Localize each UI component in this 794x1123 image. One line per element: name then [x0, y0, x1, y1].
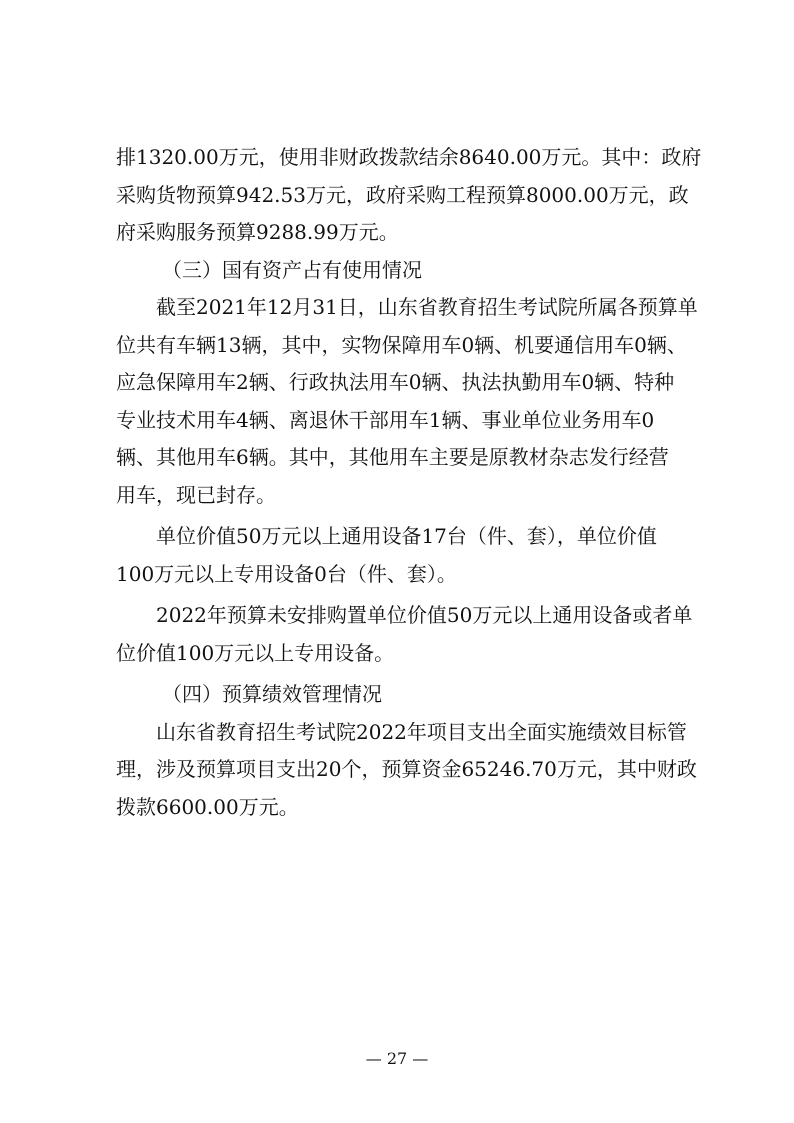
text-line: 辆、其他用车6辆。其中，其他用车主要是原教材杂志发行经营 [116, 445, 669, 469]
paragraph-procurement [116, 139, 702, 252]
paragraph-equipment [116, 518, 679, 593]
text-line: 山东省教育招生考试院2022年项目支出全面实施绩效目标管 [156, 719, 687, 744]
text-line: 排1320.00万元，使用非财政拨款结余8640.00万元。其中：政府 [116, 145, 702, 169]
section-heading-performance: （四）预算绩效管理情况 [162, 682, 382, 706]
text-line: 100万元以上专用设备0台（件、套）。 [116, 561, 457, 586]
text-line: 位共有车辆13辆，其中，实物保障用车0辆、机要通信用车0辆、 [116, 332, 687, 357]
text-line: 采购货物预算942.53万元，政府采购工程预算8000.00万元，政 [116, 182, 689, 207]
text-line: 截至2021年12月31日，山东省教育招生考试院所属各预算单 [156, 295, 698, 319]
text-line: 拨款6600.00万元。 [116, 794, 299, 819]
text-line: 2022年预算未安排购置单位价值50万元以上通用设备或者单 [156, 603, 693, 627]
section-heading-assets: （三）国有资产占有使用情况 [162, 257, 422, 282]
text-line: 专业技术用车4辆、离退休干部用车1辆、事业单位业务用车0 [116, 407, 655, 432]
text-line: 府采购服务预算9288.99万元。 [116, 220, 399, 244]
text-line: 应急保障用车2辆、行政执法用车0辆、执法执勤用车0辆、特种 [116, 370, 675, 394]
text-line: 单位价值50万元以上通用设备17台（件、套），单位价值 [156, 524, 657, 548]
paragraph-performance [116, 714, 697, 827]
page-number: — 27 — [365, 1049, 429, 1068]
text-line: 位价值100万元以上专用设备。 [116, 640, 395, 665]
paragraph-purchase-plan [116, 597, 693, 672]
body-text [116, 139, 702, 826]
text-line: 理，涉及预算项目支出20个，预算资金65246.70万元，其中财政 [116, 757, 697, 781]
paragraph-vehicles [116, 289, 698, 514]
text-line: 用车，现已封存。 [116, 482, 276, 507]
